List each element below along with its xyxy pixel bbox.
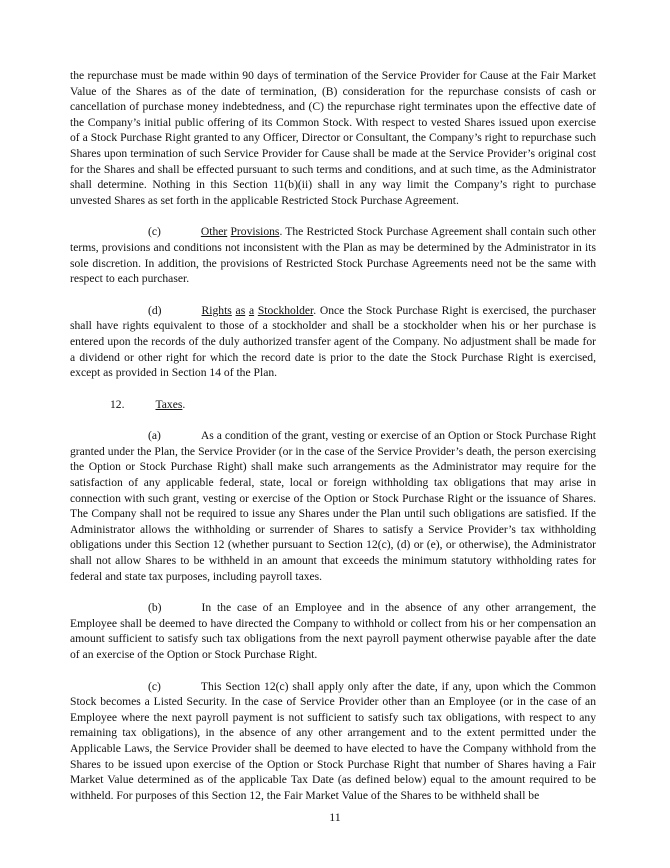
section-title-word: as	[235, 303, 246, 317]
section-title-suffix: .	[182, 397, 186, 411]
paragraph-12b	[70, 600, 596, 662]
page-body	[70, 68, 596, 803]
section-label: (c)	[148, 679, 161, 693]
paragraph-12c	[70, 679, 596, 804]
paragraph-11d-rights-as-stockholder	[70, 303, 596, 381]
paragraph-text: the repurchase must be made within 90 days of termination of the Service Provider for Cause at the Fair Market Value of the Shares as of the date of termination, (B) consideration for the repurchase consists of cash or cancellation of purchase money indebtedness, and (C) the repurchase right terminates upon the effective date of the Company’s initial public offering of its Common Stock. With respect to vested Shares issued upon exercise of a Stock Purchase Right granted to any Officer, Director or Consultant, the Company’s right to repurchase such Shares upon termination of such Service Provider for Cause shall be made at the Service Provider’s original cost for the Shares and shall be effected pursuant to such terms and conditions, and at such time, as the Administrator shall determine. Nothing in this Section 11(b)(ii) shall in any way limit the Company’s right to purchase unvested Shares as set forth in the applicable Restricted Stock Purchase Agreement.	[70, 69, 596, 207]
section-label: (a)	[148, 429, 161, 443]
paragraph-text: In the case of an Employee and in the absence of any other arrangement, the Employee shall be deemed to have directed the Company to withhold or collect from his or her compensation an amount sufficient to satisfy such tax obligations from the next payroll payment otherwise payable after the date of an exercise of the Option or Stock Purchase Right.	[70, 601, 596, 661]
section-label: (d)	[148, 303, 162, 317]
page-number: 11	[329, 810, 341, 824]
section-label: (c)	[148, 225, 161, 239]
section-title: Taxes	[155, 397, 183, 411]
section-12-heading	[110, 397, 596, 413]
paragraph-repurchase-continuation	[70, 68, 596, 208]
paragraph-text: . The Restricted Stock Purchase Agreement shall contain such other terms, provisions and conditions not inconsistent with the Plan as may be determined by the Administrator in its sole discretion. In addition, the provisions of Restricted Stock Purchase Agreements need not be the same with respect to each purchaser.	[70, 225, 596, 286]
section-title-word: Stockholder	[257, 303, 314, 317]
section-title-word: a	[248, 303, 255, 317]
paragraph-text: As a condition of the grant, vesting or exercise of an Option or Stock Purchase Right granted under the Plan, the Service Provider (or in the case of the Service Provider’s death, the person exercising the Option or Stock Purchase Right) shall make such arrangements as the Administrator may require for the satisfaction of any applicable federal, state, local or foreign withholding tax obligations that may arise in connection with such grant, vesting or exercise of the Option or Stock Purchase Right or the issuance of Shares. The Company shall not be required to issue any Shares under the Plan until such obligations are satisfied. If the Administrator allows the withholding or surrender of Shares to satisfy a Service Provider’s tax withholding obligations under this Section 12 (whether pursuant to Section 12(c), (d) or (e), or otherwise), the Administrator shall not allow Shares to be withheld in an amount that exceeds the minimum statutory withholding rates for federal and state tax purposes, including payroll taxes.	[70, 429, 596, 583]
paragraph-text: . Once the Stock Purchase Right is exercised, the purchaser shall have rights equivalent to those of a stockholder and shall be a stockholder when his or her purchase is entered upon the records of the duly authorized transfer agent of the Company. No adjustment shall be made for a dividend or other right for which the record date is prior to the date the Stock Purchase Right is exercised, except as provided in Section 14 of the Plan.	[70, 303, 596, 380]
paragraph-12a	[70, 428, 596, 584]
paragraph-text: This Section 12(c) shall apply only after the date, if any, upon which the Common Stock becomes a Listed Security. In the case of Service Provider other than an Employee (or in the case of an Employee where the next payroll payment is not sufficient to satisfy such tax obligations, with respect to any remaining tax obligations), in the absence of any other arrangement and to the extent permitted under the Applicable Laws, the Service Provider shall be deemed to have elected to have the Company withhold from the Shares to be issued upon exercise of the Option or Stock Purchase Right that number of Shares having a Fair Market Value determined as of the applicable Tax Date (as defined below) equal to the amount required to be withheld. For purposes of this Section 12, the Fair Market Value of the Shares to be withheld shall be	[70, 679, 596, 802]
section-title-word: Other	[200, 225, 228, 239]
section-title-word: Rights	[201, 303, 232, 317]
section-number: 12.	[110, 397, 125, 411]
section-title-word: Provisions	[230, 225, 280, 239]
section-label: (b)	[148, 601, 162, 615]
paragraph-11c-other-provisions	[70, 224, 596, 286]
